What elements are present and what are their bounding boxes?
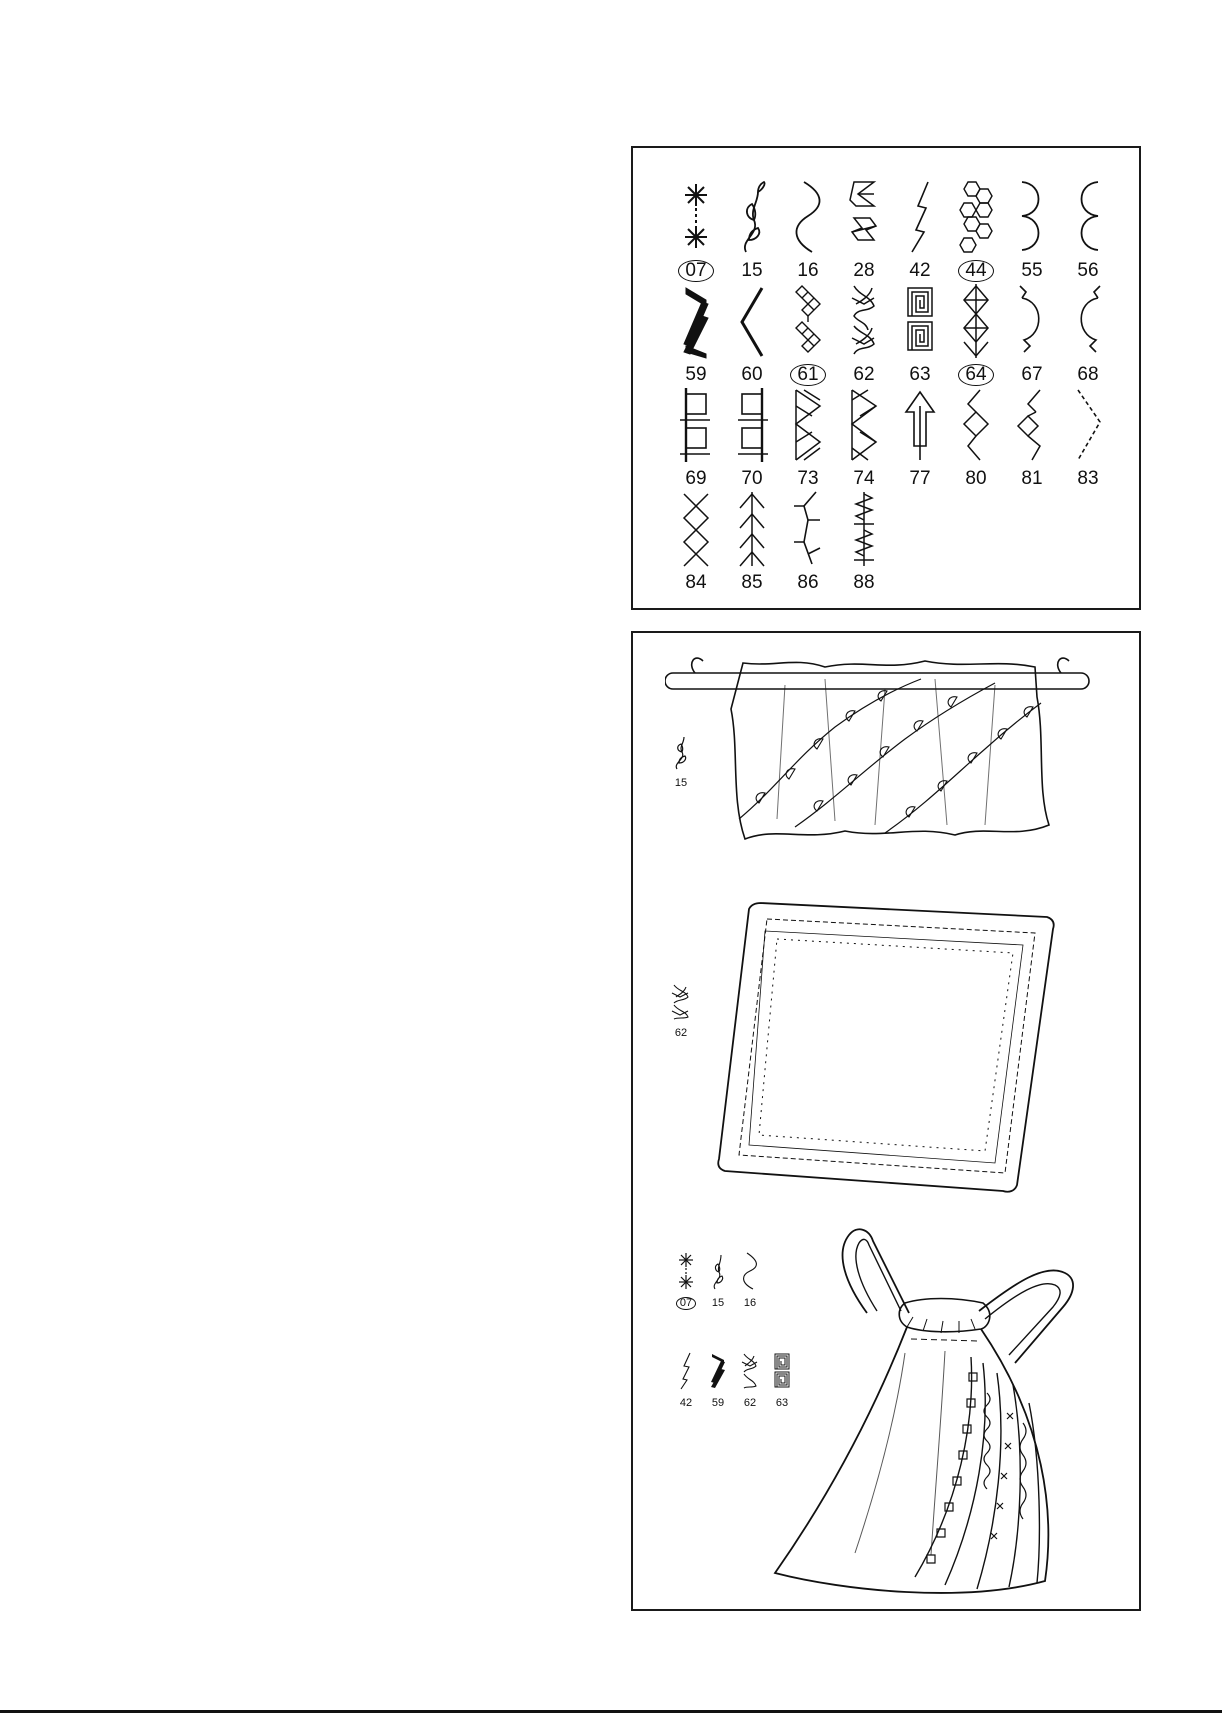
stitch-number: 62 xyxy=(674,1027,688,1039)
stitch-number: 73 xyxy=(797,468,819,489)
curtain-illustration xyxy=(665,649,1105,849)
leaf-vine-stitch-icon xyxy=(707,1251,729,1291)
stitch-cell-62[interactable] xyxy=(836,282,892,386)
stitch-cell-61[interactable] xyxy=(780,282,836,386)
stitch-number: 63 xyxy=(775,1397,789,1409)
zigzag-band-right-stitch-icon xyxy=(844,386,884,464)
stitch-number: 80 xyxy=(965,468,987,489)
stitch-number: 81 xyxy=(1021,468,1043,489)
lightning-stitch-icon xyxy=(675,1351,697,1391)
greek-key-stitch-icon xyxy=(900,282,940,360)
stitch-cell-44[interactable] xyxy=(948,178,1004,282)
stitch-number: 63 xyxy=(909,364,931,385)
bag-stitch-sample-07 xyxy=(673,1251,699,1310)
stitch-cell-56[interactable] xyxy=(1060,178,1116,282)
diamond-offset-alt-stitch-icon xyxy=(1012,386,1052,464)
stitch-number: 77 xyxy=(909,468,931,489)
stitch-cell-28[interactable] xyxy=(836,178,892,282)
stitch-number: 15 xyxy=(674,777,688,789)
zigzag-bar-stitch-icon xyxy=(844,490,884,568)
stitch-number: 07 xyxy=(676,1297,696,1310)
leaf-vine-stitch-icon xyxy=(732,178,772,256)
satin-zigzag-stitch-icon xyxy=(676,282,716,360)
stitch-number: 16 xyxy=(743,1297,757,1309)
stitch-number: 88 xyxy=(853,572,875,593)
project-examples-panel xyxy=(631,631,1141,1611)
stitch-chart-panel xyxy=(631,146,1141,610)
stitch-number: 15 xyxy=(741,260,763,281)
stitch-number: 68 xyxy=(1077,364,1099,385)
stitch-number: 67 xyxy=(1021,364,1043,385)
stitch-cell-88[interactable] xyxy=(836,490,892,594)
stitch-cell-67[interactable] xyxy=(1004,282,1060,386)
cross-chain-stitch-icon xyxy=(676,490,716,568)
stitch-number: 59 xyxy=(685,364,707,385)
stitch-cell-84[interactable] xyxy=(668,490,724,594)
stitch-cell-74[interactable] xyxy=(836,386,892,490)
stitch-number: 59 xyxy=(711,1397,725,1409)
page-bottom-rule xyxy=(0,1710,1222,1713)
scallop-right-stitch-icon xyxy=(1012,178,1052,256)
stitch-number: 07 xyxy=(678,260,713,282)
diamond-cross-stitch-icon xyxy=(956,282,996,360)
stitch-cell-70[interactable] xyxy=(724,386,780,490)
square-cloth-illustration xyxy=(717,895,1057,1195)
stitch-number: 44 xyxy=(958,260,993,282)
stitch-cell-80[interactable] xyxy=(948,386,1004,490)
stitch-number: 62 xyxy=(743,1397,757,1409)
stitch-cell-64[interactable] xyxy=(948,282,1004,386)
chevron-stitch-icon xyxy=(732,282,772,360)
stitch-number: 85 xyxy=(741,572,763,593)
bag-stitch-sample-42 xyxy=(673,1351,699,1409)
dashed-chevron-stitch-icon xyxy=(1068,386,1108,464)
stitch-number: 15 xyxy=(711,1297,725,1309)
stitch-number: 83 xyxy=(1077,468,1099,489)
stitch-cell-07[interactable] xyxy=(668,178,724,282)
stitch-cell-81[interactable] xyxy=(1004,386,1060,490)
bag-stitch-sample-15 xyxy=(705,1251,731,1309)
stitch-number: 62 xyxy=(853,364,875,385)
stitch-number: 86 xyxy=(797,572,819,593)
stitch-number: 56 xyxy=(1077,260,1099,281)
stitch-number: 69 xyxy=(685,468,707,489)
stitch-number: 64 xyxy=(958,364,993,386)
stitch-cell-59[interactable] xyxy=(668,282,724,386)
stitch-cell-77[interactable] xyxy=(892,386,948,490)
scallop-tick-left-stitch-icon xyxy=(1068,282,1108,360)
diamond-chain-stitch-icon xyxy=(788,282,828,360)
stitch-number: 61 xyxy=(790,364,825,386)
stitch-number: 60 xyxy=(741,364,763,385)
stitch-cell-68[interactable] xyxy=(1060,282,1116,386)
stitch-cell-85[interactable] xyxy=(724,490,780,594)
scallop-tick-right-stitch-icon xyxy=(1012,282,1052,360)
stitch-cell-42[interactable] xyxy=(892,178,948,282)
cloth-stitch-sample xyxy=(665,981,697,1039)
drawstring-bag-illustration xyxy=(745,1223,1115,1603)
stitch-number: 42 xyxy=(679,1397,693,1409)
stitch-cell-15[interactable] xyxy=(724,178,780,282)
stitch-cell-60[interactable] xyxy=(724,282,780,386)
bow-stitch-icon xyxy=(844,282,884,360)
stitch-cell-16[interactable] xyxy=(780,178,836,282)
feather-arrow-stitch-icon xyxy=(732,490,772,568)
diamond-offset-stitch-icon xyxy=(956,386,996,464)
branch-stitch-icon xyxy=(788,490,828,568)
double-star-stitch-icon xyxy=(676,178,716,256)
stitch-number: 28 xyxy=(853,260,875,281)
stitch-cell-55[interactable] xyxy=(1004,178,1060,282)
arrow-stitch-icon xyxy=(900,386,940,464)
stitch-cell-86[interactable] xyxy=(780,490,836,594)
stitch-cell-63[interactable] xyxy=(892,282,948,386)
bag-stitch-sample-59 xyxy=(705,1351,731,1409)
scallop-left-stitch-icon xyxy=(1068,178,1108,256)
stitch-number: 70 xyxy=(741,468,763,489)
stitch-number: 84 xyxy=(685,572,707,593)
zigzag-band-left-stitch-icon xyxy=(788,386,828,464)
stitch-cell-69[interactable] xyxy=(668,386,724,490)
chevron-block-stitch-icon xyxy=(844,178,884,256)
stitch-number: 42 xyxy=(909,260,931,281)
double-star-stitch-icon xyxy=(675,1251,697,1291)
stitch-number: 55 xyxy=(1021,260,1043,281)
bow-stitch-icon xyxy=(668,981,694,1021)
stitch-cell-73[interactable] xyxy=(780,386,836,490)
stitch-number: 74 xyxy=(853,468,875,489)
lightning-stitch-icon xyxy=(900,178,940,256)
wave-stitch-icon xyxy=(788,178,828,256)
square-chain-left-stitch-icon xyxy=(676,386,716,464)
honeycomb-stitch-icon xyxy=(954,178,998,256)
stitch-cell-83[interactable] xyxy=(1060,386,1116,490)
satin-zigzag-stitch-icon xyxy=(707,1351,729,1391)
square-chain-right-stitch-icon xyxy=(732,386,772,464)
stitch-number: 16 xyxy=(797,260,819,281)
